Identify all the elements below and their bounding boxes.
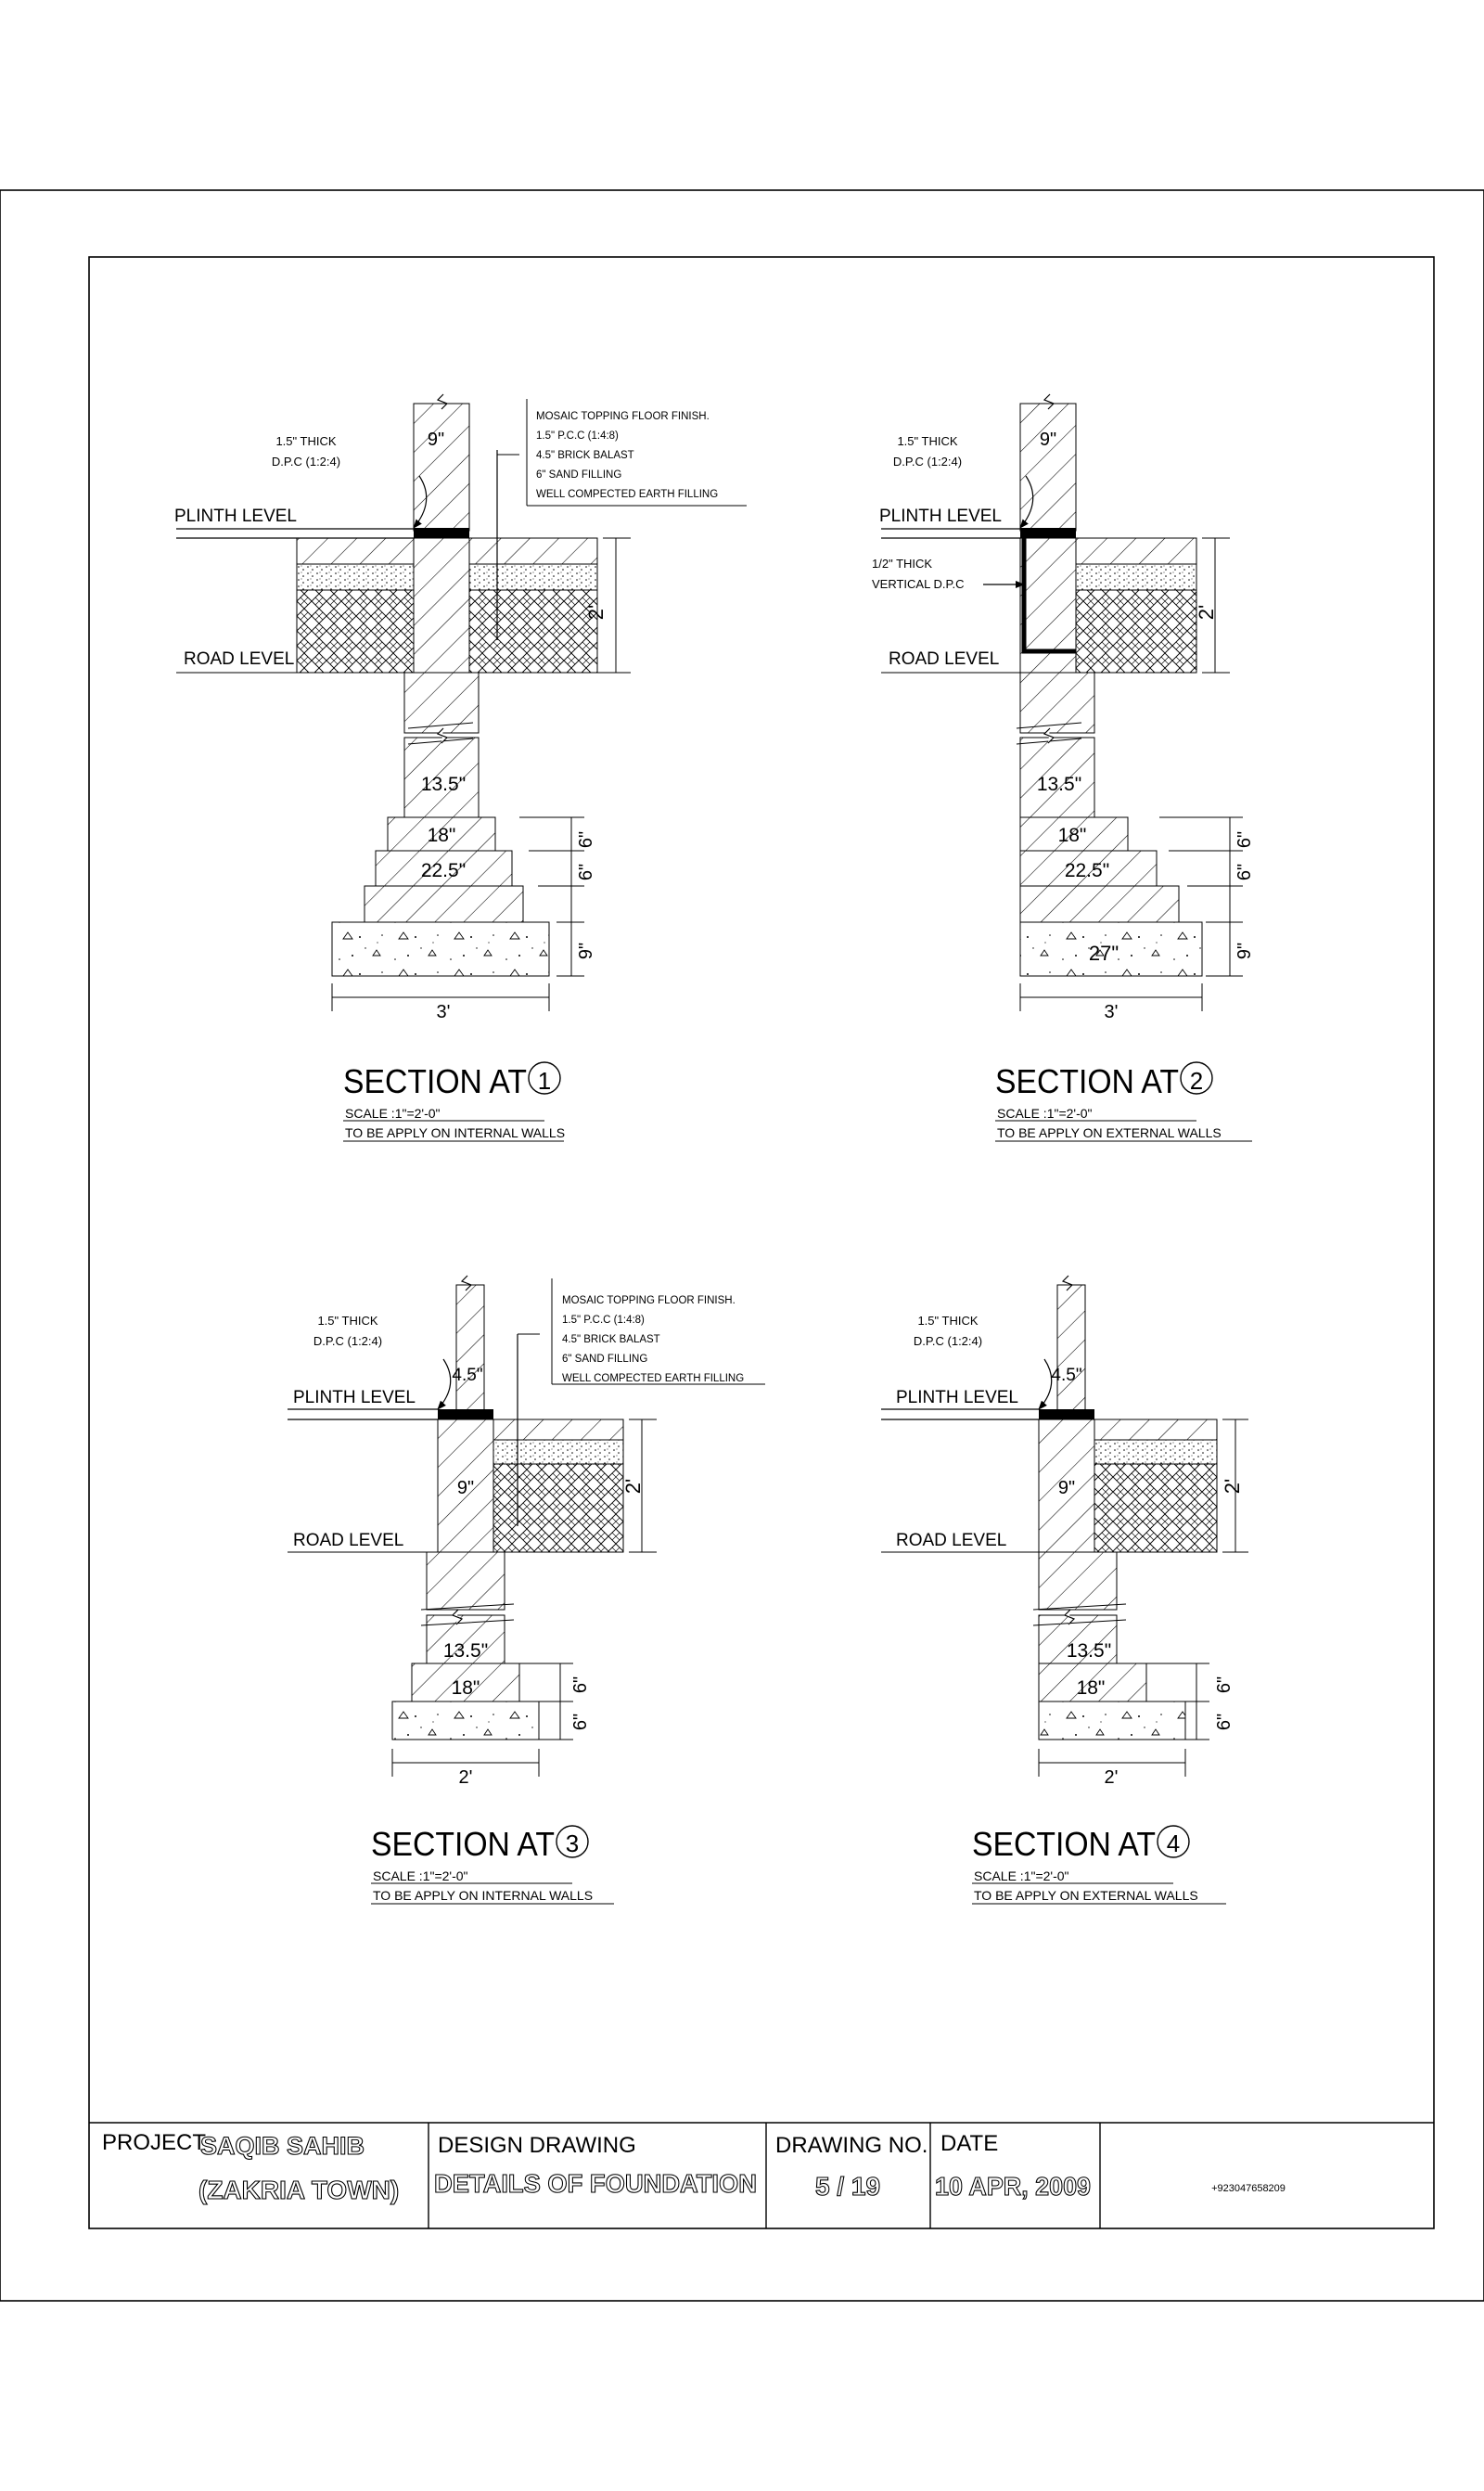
section-1-dpc-note-line-1: 1.5" THICK bbox=[275, 434, 337, 448]
section-1-step-width-2: 18" bbox=[427, 825, 456, 846]
section-1-wall-width: 9" bbox=[427, 430, 445, 450]
section-4-dpc-note-line-2: D.P.C (1:2:4) bbox=[913, 1334, 983, 1348]
section-2-step-height-2: 6" bbox=[1235, 863, 1255, 881]
section-2-plinth-height: 2' bbox=[1195, 604, 1218, 621]
section-1-road-level: ROAD LEVEL bbox=[184, 649, 295, 669]
section-4-plinth-level: PLINTH LEVEL bbox=[896, 1388, 1018, 1407]
section-3-top-wall-width: 4.5" bbox=[452, 1366, 483, 1385]
section-4-scale: SCALE :1"=2'-0" bbox=[974, 1868, 1069, 1883]
section-4-step-width-2: 18" bbox=[1076, 1677, 1106, 1699]
section-1-scale: SCALE :1"=2'-0" bbox=[345, 1106, 441, 1121]
section-3-dpc-note-line-1: 1.5" THICK bbox=[317, 1314, 378, 1328]
section-2-dpc-band bbox=[1020, 528, 1076, 538]
section-3-title: SECTION AT bbox=[371, 1825, 556, 1863]
section-1-number: 1 bbox=[537, 1067, 552, 1095]
section-1-floor-note-4: 6" SAND FILLING bbox=[536, 469, 622, 481]
section-1-floor-note-5: WELL COMPECTED EARTH FILLING bbox=[536, 489, 719, 500]
section-4-title: SECTION AT bbox=[972, 1825, 1157, 1863]
section-2-road-level: ROAD LEVEL bbox=[889, 649, 1000, 669]
section-1-floor-note-3: 4.5" BRICK BALAST bbox=[536, 450, 634, 461]
section-3-plinth-height: 2' bbox=[621, 1478, 645, 1495]
design-title: DETAILS OF FOUNDATION bbox=[434, 2169, 757, 2198]
section-3-plinth-level: PLINTH LEVEL bbox=[293, 1388, 416, 1407]
section-2-scale: SCALE :1"=2'-0" bbox=[997, 1106, 1093, 1121]
section-3-floor-note-1: MOSAIC TOPPING FLOOR FINISH. bbox=[562, 1295, 736, 1306]
section-4-plinth-height: 2' bbox=[1221, 1478, 1244, 1495]
section-4-usage: TO BE APPLY ON EXTERNAL WALLS bbox=[974, 1888, 1198, 1903]
section-4-base-width: 2' bbox=[1104, 1767, 1119, 1788]
drawing-number: 5 / 19 bbox=[814, 2172, 881, 2201]
section-2-title: SECTION AT bbox=[995, 1062, 1180, 1100]
section-4-step-height-2: 6" bbox=[1214, 1713, 1235, 1731]
section-4-wall-width: 9" bbox=[1057, 1478, 1076, 1498]
section-2-usage: TO BE APPLY ON EXTERNAL WALLS bbox=[997, 1125, 1222, 1140]
section-2-wall-width: 9" bbox=[1039, 430, 1057, 450]
section-4-step-height-1: 6" bbox=[1214, 1676, 1235, 1694]
section-1-dpc-note-line-2: D.P.C (1:2:4) bbox=[271, 455, 341, 469]
project-name-line-1: SAQIB SAHIB bbox=[200, 2132, 365, 2160]
section-3-floor-note-4: 6" SAND FILLING bbox=[562, 1354, 648, 1365]
date-label: DATE bbox=[940, 2131, 999, 2156]
section-1-step-height-2: 6" bbox=[576, 863, 596, 881]
section-3-detail bbox=[288, 1276, 765, 1904]
section-3-scale: SCALE :1"=2'-0" bbox=[373, 1868, 468, 1883]
section-1-title: SECTION AT bbox=[343, 1062, 528, 1100]
section-1-step-width-3: 22.5" bbox=[420, 860, 467, 881]
section-3-labels bbox=[293, 1295, 744, 1903]
section-1-base-width: 3' bbox=[436, 1002, 451, 1022]
section-4-top-wall-width: 4.5" bbox=[1051, 1366, 1082, 1385]
section-3-floor-note-3: 4.5" BRICK BALAST bbox=[562, 1334, 660, 1345]
section-3-step-height-1: 6" bbox=[570, 1676, 591, 1694]
section-4-number: 4 bbox=[1166, 1830, 1181, 1857]
section-1-step-width-1: 13.5" bbox=[420, 774, 467, 795]
section-3-usage: TO BE APPLY ON INTERNAL WALLS bbox=[373, 1888, 594, 1903]
section-3-number: 3 bbox=[565, 1830, 580, 1857]
section-2-footing-width: 27" bbox=[1088, 942, 1119, 965]
project-name-line-2: (ZAKRIA TOWN) bbox=[198, 2176, 400, 2204]
section-2-plinth-level: PLINTH LEVEL bbox=[879, 507, 1002, 526]
section-1-detail bbox=[174, 394, 747, 1141]
section-3-step-height-2: 6" bbox=[570, 1713, 591, 1731]
section-1-step-height-1: 6" bbox=[576, 830, 596, 849]
section-1-plinth-height: 2' bbox=[584, 604, 608, 621]
section-2-detail bbox=[872, 394, 1255, 1141]
section-4-detail bbox=[881, 1276, 1248, 1904]
section-2-step-width-3: 22.5" bbox=[1064, 860, 1110, 881]
design-drawing-label: DESIGN DRAWING bbox=[438, 2133, 636, 2158]
section-3-floor-note-2: 1.5" P.C.C (1:4:8) bbox=[562, 1315, 645, 1326]
section-2-vertical-dpc-line-2: VERTICAL D.P.C bbox=[872, 577, 965, 591]
title-block bbox=[89, 2123, 1434, 2228]
section-3-hatch bbox=[288, 1276, 765, 1904]
section-3-dpc-note-line-2: D.P.C (1:2:4) bbox=[313, 1334, 383, 1348]
section-4-road-level: ROAD LEVEL bbox=[896, 1531, 1007, 1550]
section-1-floor-note-1: MOSAIC TOPPING FLOOR FINISH. bbox=[536, 411, 710, 422]
section-3-floor-note-5: WELL COMPECTED EARTH FILLING bbox=[562, 1373, 745, 1384]
drawing-frame bbox=[89, 257, 1434, 2228]
section-3-dpc-band bbox=[438, 1409, 493, 1419]
section-3-step-width-1: 13.5" bbox=[442, 1640, 489, 1662]
section-3-base-width: 2' bbox=[458, 1767, 473, 1788]
section-2-step-width-1: 13.5" bbox=[1036, 774, 1082, 795]
section-2-step-height-1: 6" bbox=[1235, 830, 1255, 849]
section-3-wall-width: 9" bbox=[456, 1478, 475, 1498]
section-4-dpc-band bbox=[1039, 1409, 1094, 1419]
section-1-dpc-band bbox=[414, 528, 469, 538]
section-2-vertical-dpc-line-1: 1/2" THICK bbox=[872, 557, 933, 571]
section-1-floor-note-2: 1.5" P.C.C (1:4:8) bbox=[536, 430, 619, 442]
section-2-number: 2 bbox=[1189, 1067, 1204, 1095]
section-3-step-width-2: 18" bbox=[451, 1677, 480, 1699]
section-3-road-level: ROAD LEVEL bbox=[293, 1531, 404, 1550]
section-4-dpc-note-line-1: 1.5" THICK bbox=[917, 1314, 979, 1328]
section-4-step-width-1: 13.5" bbox=[1066, 1640, 1112, 1662]
project-label: PROJECT bbox=[102, 2130, 207, 2155]
section-2-dpc-note-line-1: 1.5" THICK bbox=[897, 434, 958, 448]
section-1-plinth-level: PLINTH LEVEL bbox=[174, 507, 297, 526]
drawing-date: 10 APR, 2009 bbox=[935, 2172, 1091, 2201]
section-2-step-width-2: 18" bbox=[1057, 825, 1087, 846]
section-2-footing-depth: 9" bbox=[1235, 942, 1255, 960]
section-2-dpc-note-line-2: D.P.C (1:2:4) bbox=[892, 455, 963, 469]
section-1-usage: TO BE APPLY ON INTERNAL WALLS bbox=[345, 1125, 566, 1140]
drawing-no-label: DRAWING NO. bbox=[775, 2133, 928, 2158]
section-1-footing-depth: 9" bbox=[576, 942, 596, 960]
contact-phone: +923047658209 bbox=[1211, 2183, 1286, 2194]
section-2-base-width: 3' bbox=[1104, 1002, 1119, 1022]
